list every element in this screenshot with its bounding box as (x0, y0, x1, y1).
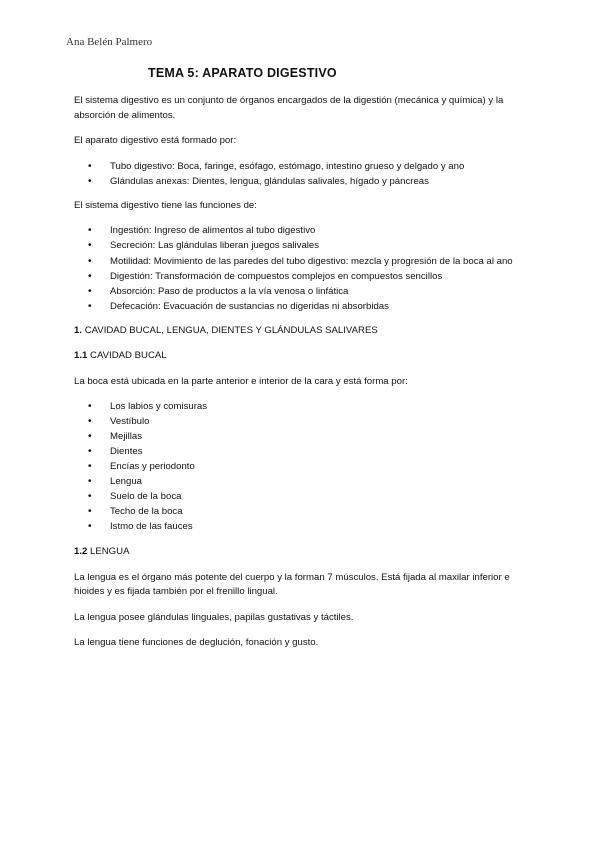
list-item: • Tubo digestivo: Boca, faringe, esófago, estómago, intestino grueso y delgado y ano (74, 160, 534, 175)
functions-label: El sistema digestivo tiene las funciones de: (74, 199, 257, 211)
formed-by-list (74, 160, 534, 190)
document-body (74, 94, 534, 662)
list-item: • Techo de la boca (74, 505, 534, 520)
list-item: • Motilidad: Movimiento de las paredes del tubo digestivo: mezcla y progresión de la boca al ano (74, 255, 534, 270)
formed-by-label: El aparato digestivo está formado por: (74, 135, 237, 147)
functions-list (74, 224, 534, 315)
tongue-paragraph: La lengua tiene funciones de deglución, fonación y gusto. (74, 637, 319, 649)
document-title: TEMA 5: APARATO DIGESTIVO (148, 66, 337, 80)
section-title: LENGUA (90, 545, 130, 557)
list-item: • Dientes (74, 445, 534, 460)
tongue-paragraph: La lengua es el órgano más potente del cuerpo y la forman 7 músculos. Está fijada al maxilar inferior e hioides y es fijada también por el frenillo lingual. (74, 571, 510, 598)
section-title: CAVIDAD BUCAL (90, 350, 167, 362)
list-item: • Los labios y comisuras (74, 400, 534, 415)
section-number: 1.2 (74, 545, 88, 557)
author-header: Ana Belén Palmero (66, 36, 153, 48)
list-item: • Vestíbulo (74, 415, 534, 430)
tongue-paragraph: La lengua posee glándulas linguales, papilas gustativas y táctiles. (74, 611, 354, 623)
list-item: • Encías y periodonto (74, 460, 534, 475)
section-1-heading (74, 324, 534, 339)
mouth-paragraph: La boca está ubicada en la parte anterior e interior de la cara y está forma por: (74, 375, 408, 387)
intro-paragraph: El sistema digestivo es un conjunto de órganos encargados de la digestión (mecánica y química) y la absorción de alimentos. (74, 95, 504, 121)
list-item: • Ingestión: Ingreso de alimentos al tubo digestivo (74, 224, 534, 239)
section-title: CAVIDAD BUCAL, LENGUA, DIENTES Y GLÁNDULAS SALIVARES (84, 324, 378, 336)
section-1-2-heading (74, 545, 534, 560)
section-number: 1. (74, 324, 83, 336)
list-item: • Suelo de la boca (74, 490, 534, 505)
section-number: 1.1 (74, 350, 88, 362)
list-item: • Lengua (74, 475, 534, 490)
list-item: • Glándulas anexas: Dientes, lengua, glándulas salivales, hígado y páncreas (74, 175, 534, 190)
list-item: • Defecación: Evacuación de sustancias no digeridas ni absorbidas (74, 300, 534, 315)
list-item: • Secreción: Las glándulas liberan juegos salivales (74, 239, 534, 254)
list-item: • Digestión: Transformación de compuestos complejos en compuestos sencillos (74, 270, 534, 285)
section-1-1-heading (74, 349, 534, 364)
list-item: • Istmo de las fauces (74, 520, 534, 535)
mouth-parts-list (74, 400, 534, 534)
list-item: • Mejillas (74, 430, 534, 445)
list-item: • Absorción: Paso de productos a la vía venosa o linfática (74, 285, 534, 300)
